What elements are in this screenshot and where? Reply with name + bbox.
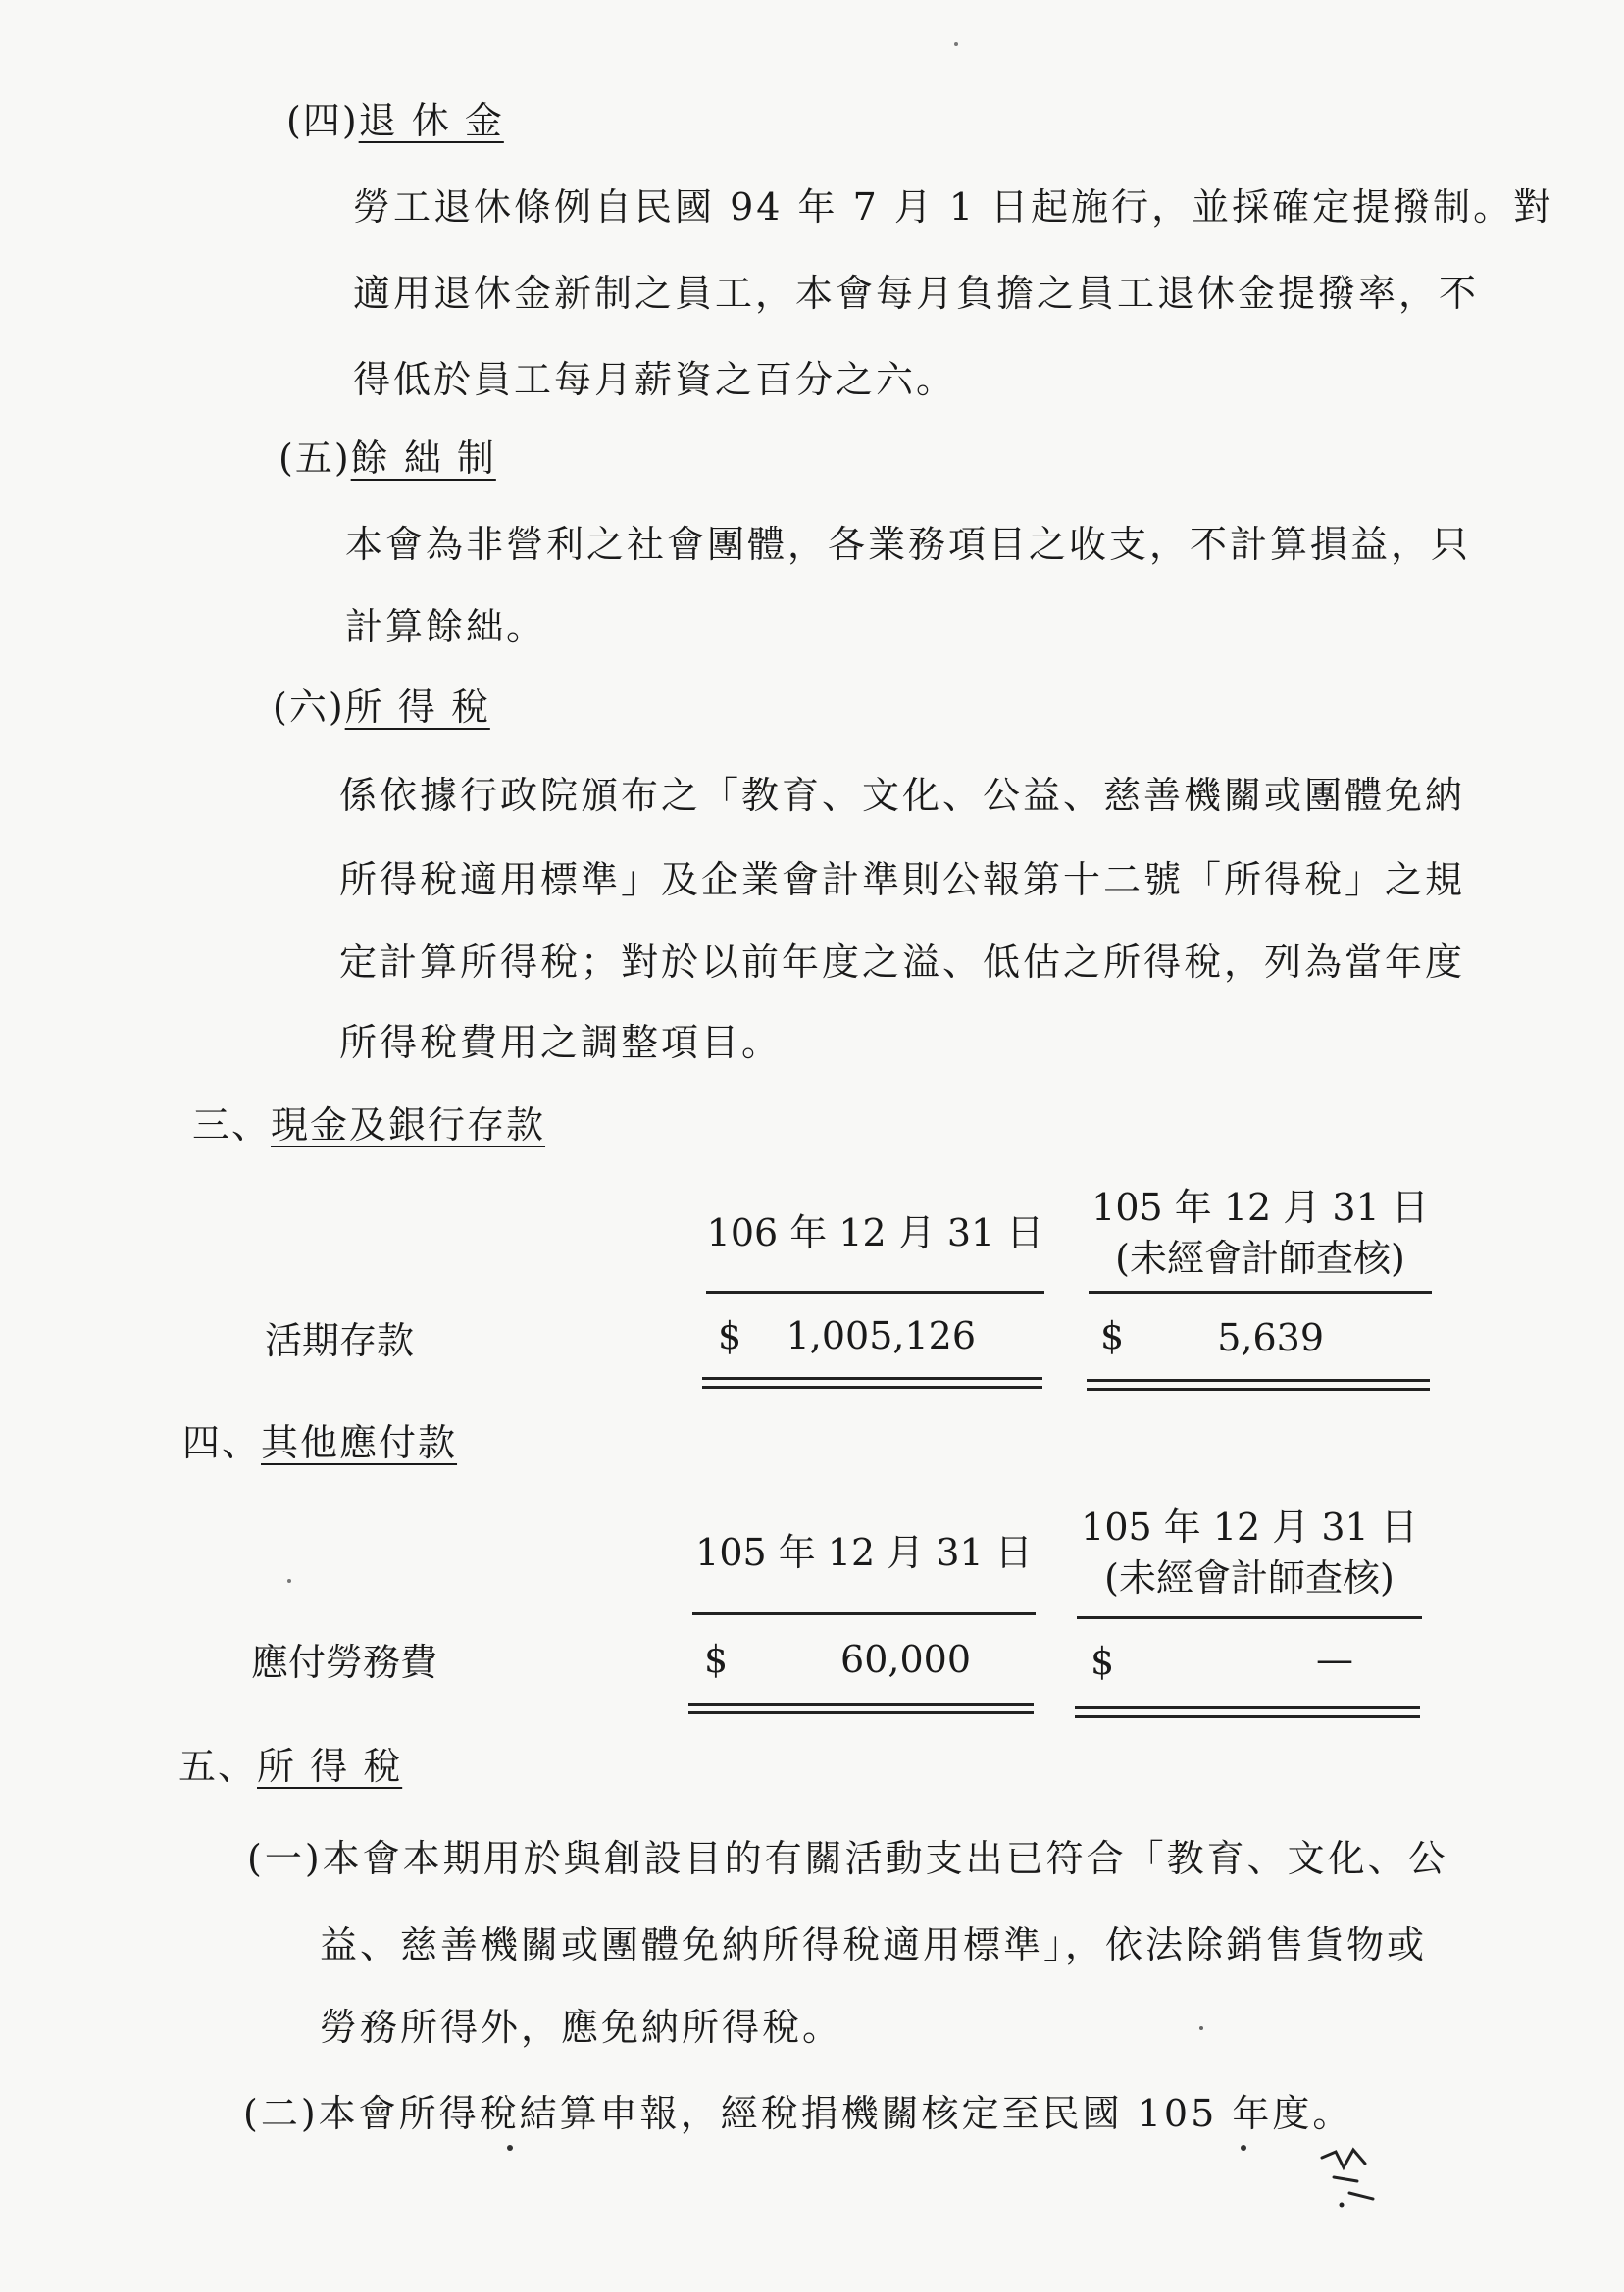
paragraph-line: 定計算所得稅；對於以前年度之溢、低估之所得稅，列為當年度 bbox=[339, 941, 1466, 984]
column-header-current: 105 年 12 月 31 日 bbox=[695, 1531, 1033, 1574]
paragraph-line: 所得稅費用之調整項目。 bbox=[339, 1021, 783, 1064]
row-label: 應付勞務費 bbox=[251, 1641, 438, 1684]
section-number: (五) bbox=[279, 436, 351, 480]
section-title: 餘 絀 制 bbox=[350, 436, 496, 480]
note-title: 現金及銀行存款 bbox=[271, 1103, 546, 1146]
column-header-prior: 105 年 12 月 31 日 bbox=[1091, 1186, 1429, 1229]
amount-current: 1,005,126 bbox=[786, 1314, 976, 1357]
paragraph-line: 勞務所得外，應免納所得稅。 bbox=[320, 2006, 843, 2049]
amount-current: 60,000 bbox=[840, 1638, 971, 1681]
note-number: 四、 bbox=[182, 1421, 262, 1464]
note-title: 其他應付款 bbox=[261, 1421, 458, 1464]
column-header-prior: 105 年 12 月 31 日 bbox=[1081, 1505, 1418, 1549]
paragraph-line: 所得稅適用標準」及企業會計準則公報第十二號「所得稅」之規 bbox=[339, 858, 1466, 901]
currency-symbol: $ bbox=[1091, 1640, 1115, 1683]
section-number: (六) bbox=[273, 686, 345, 729]
note-title: 所 得 稅 bbox=[257, 1745, 403, 1788]
paragraph-line: 得低於員工每月薪資之百分之六。 bbox=[353, 358, 957, 401]
column-header-current: 106 年 12 月 31 日 bbox=[706, 1211, 1044, 1254]
paragraph-line: 本會所得稅結算申報，經稅捐機關核定至民國 105 年度。 bbox=[318, 2092, 1353, 2135]
paragraph-line: 本會本期用於與創設目的有關活動支出已符合「教育、文化、公 bbox=[322, 1837, 1448, 1880]
list-item-number: (二) bbox=[243, 2092, 319, 2135]
currency-symbol: $ bbox=[718, 1314, 742, 1357]
note-number: 三、 bbox=[192, 1103, 272, 1146]
section-number: (四) bbox=[286, 99, 359, 142]
section-title: 退 休 金 bbox=[358, 99, 504, 142]
paragraph-line: 勞工退休條例自民國 94 年 7 月 1 日起施行，並採確定提撥制。對 bbox=[353, 185, 1554, 229]
paragraph-line: 益、慈善機關或團體免納所得稅適用標準」，依法除銷售貨物或 bbox=[320, 1923, 1428, 1966]
column-header-prior-note: (未經會計師查核) bbox=[1115, 1237, 1405, 1280]
amount-prior-dash: — bbox=[1316, 1638, 1353, 1681]
paragraph-line: 適用退休金新制之員工，本會每月負擔之員工退休金提撥率，不 bbox=[353, 272, 1480, 315]
paragraph-line: 係依據行政院頒布之「教育、文化、公益、慈善機關或團體免納 bbox=[339, 774, 1466, 817]
note-number: 五、 bbox=[178, 1745, 258, 1788]
amount-prior: 5,639 bbox=[1217, 1316, 1324, 1359]
list-item-number: (一) bbox=[247, 1837, 323, 1880]
currency-symbol: $ bbox=[704, 1638, 729, 1681]
paragraph-line: 計算餘絀。 bbox=[345, 605, 547, 648]
paragraph-line: 本會為非營利之社會團體，各業務項目之收支，不計算損益，只 bbox=[345, 523, 1472, 566]
column-header-prior-note: (未經會計師查核) bbox=[1104, 1556, 1395, 1600]
section-title: 所 得 稅 bbox=[344, 686, 490, 729]
currency-symbol: $ bbox=[1100, 1314, 1125, 1357]
row-label: 活期存款 bbox=[265, 1319, 415, 1362]
